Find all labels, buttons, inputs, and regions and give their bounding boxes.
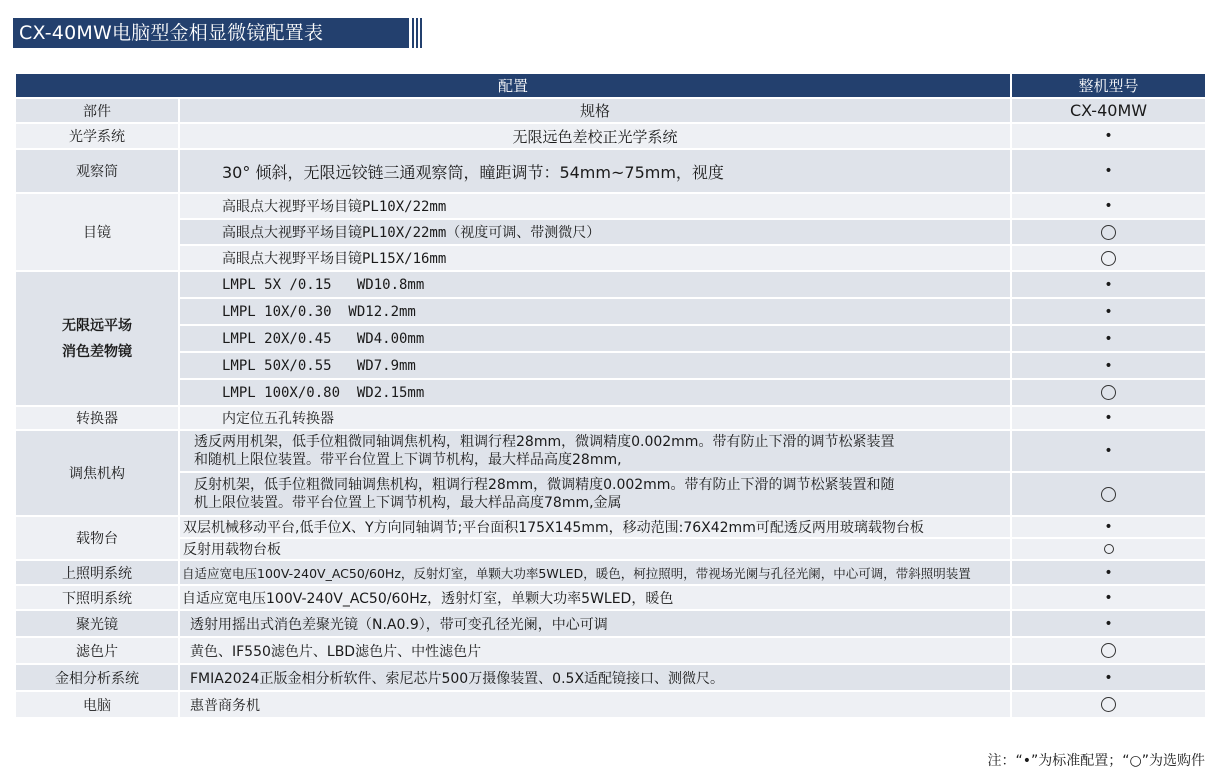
spec-focus-2-line2: 机上限位装置。带平台位置上下调节机构，最大样品高度78mm,金属: [194, 495, 622, 511]
spec-computer: 惠普商务机: [180, 692, 1010, 717]
mark-objective-1: •: [1012, 272, 1205, 297]
part-stage: 载物台: [16, 517, 178, 559]
header-model-col: 整机型号: [1012, 74, 1205, 97]
row-lower-light: [16, 586, 1205, 609]
header-config: 配置: [16, 74, 1010, 97]
mark-objective-5: [1012, 380, 1205, 405]
mark-focus-1: •: [1012, 431, 1205, 471]
part-upper-light: 上照明系统: [16, 561, 178, 584]
row-objective-3: [16, 326, 1205, 351]
part-filter: 滤色片: [16, 638, 178, 663]
part-computer: 电脑: [16, 692, 178, 717]
row-filter: [16, 638, 1205, 663]
part-condenser: 聚光镜: [16, 611, 178, 636]
spec-objective-2: LMPL 10X/0.30 WD12.2mm: [180, 299, 1010, 324]
spec-objective-4: LMPL 50X/0.55 WD7.9mm: [180, 353, 1010, 378]
part-eyepiece: 目镜: [16, 194, 178, 270]
spec-stage-1: 双层机械移动平台,低手位X、Y方向同轴调节;平台面积175X145mm，移动范围:76X42mm可配透反两用玻璃载物台板: [180, 517, 1010, 537]
spec-filter: 黄色、IF550滤色片、LBD滤色片、中性滤色片: [180, 638, 1010, 663]
spec-eyepiece-3: 高眼点大视野平场目镜PL15X/16mm: [180, 246, 1010, 270]
spec-eyepiece-1: 高眼点大视野平场目镜PL10X/22mm: [180, 194, 1010, 218]
mark-analysis: •: [1012, 665, 1205, 690]
spec-focus-2: [180, 473, 1010, 515]
row-objective-5: [16, 380, 1205, 405]
spec-analysis: FMIA2024正版金相分析软件、索尼芯片500万摄像装置、0.5X适配镜接口、测微尺。: [180, 665, 1010, 690]
part-objective: [16, 272, 178, 405]
config-table: [14, 72, 1207, 719]
row-eyepiece-2: [16, 220, 1205, 244]
optional-circle-icon: [1101, 251, 1116, 266]
part-tube: 观察筒: [16, 150, 178, 192]
mark-nosepiece: •: [1012, 407, 1205, 429]
row-stage-1: [16, 517, 1205, 537]
part-nosepiece: 转换器: [16, 407, 178, 429]
part-objective-line2: 消色差物镜: [62, 343, 132, 360]
mark-objective-3: •: [1012, 326, 1205, 351]
optional-circle-icon: [1101, 643, 1116, 658]
spec-nosepiece: 内定位五孔转换器: [180, 407, 1010, 429]
table-header-row: [16, 74, 1205, 97]
optional-circle-icon: [1104, 544, 1114, 554]
mark-computer: [1012, 692, 1205, 717]
subheader-part: 部件: [16, 99, 178, 122]
row-tube: [16, 150, 1205, 192]
legend-note: 注：“•”为标准配置；“○”为选购件: [987, 753, 1205, 769]
spec-upper-light: 自适应宽电压100V-240V_AC50/60Hz，反射灯室，单颗大功率5WLED，暖色，柯拉照明，带视场光阑与孔径光阑，中心可调，带斜照明装置: [180, 561, 1010, 584]
optional-circle-icon: [1101, 697, 1116, 712]
spec-tube: 30° 倾斜，无限远铰链三通观察筒，瞳距调节：54mm~75mm，视度: [180, 150, 1010, 192]
page-title: CX-40MW电脑型金相显微镜配置表: [13, 18, 409, 48]
optional-circle-icon: [1101, 487, 1116, 502]
mark-stage-1: •: [1012, 517, 1205, 537]
part-lower-light: 下照明系统: [16, 586, 178, 609]
row-condenser: [16, 611, 1205, 636]
row-focus-2: [16, 473, 1205, 515]
mark-focus-2: [1012, 473, 1205, 515]
row-focus-1: [16, 431, 1205, 471]
spec-focus-1: [180, 431, 1010, 471]
mark-lower-light: •: [1012, 586, 1205, 609]
row-eyepiece-3: [16, 246, 1205, 270]
spec-eyepiece-2: 高眼点大视野平场目镜PL10X/22mm（视度可调、带测微尺）: [180, 220, 1010, 244]
row-objective-1: [16, 272, 1205, 297]
title-decoration: [409, 18, 423, 48]
part-focus: 调焦机构: [16, 431, 178, 515]
subheader-model: CX-40MW: [1012, 99, 1205, 122]
row-objective-2: [16, 299, 1205, 324]
spec-lower-light: 自适应宽电压100V-240V_AC50/60Hz，透射灯室，单颗大功率5WLED，暖色: [180, 586, 1010, 609]
row-nosepiece: [16, 407, 1205, 429]
row-computer: [16, 692, 1205, 717]
mark-filter: [1012, 638, 1205, 663]
subheader-spec: 规格: [180, 99, 1010, 122]
spec-optical: 无限远色差校正光学系统: [180, 124, 1010, 148]
optional-circle-icon: [1101, 225, 1116, 240]
spec-focus-2-line1: 反射机架，低手位粗微同轴调焦机构，粗调行程28mm，微调精度0.002mm。带有防止下滑的调节松紧装置和随: [194, 477, 895, 493]
row-eyepiece-1: [16, 194, 1205, 218]
spec-objective-5: LMPL 100X/0.80 WD2.15mm: [180, 380, 1010, 405]
row-objective-4: [16, 353, 1205, 378]
mark-eyepiece-2: [1012, 220, 1205, 244]
mark-upper-light: •: [1012, 561, 1205, 584]
mark-condenser: •: [1012, 611, 1205, 636]
mark-optical: •: [1012, 124, 1205, 148]
row-upper-light: [16, 561, 1205, 584]
part-optical: 光学系统: [16, 124, 178, 148]
mark-objective-2: •: [1012, 299, 1205, 324]
spec-focus-1-line2: 和随机上限位装置。带平台位置上下调节机构，最大样品高度28mm,: [194, 452, 622, 468]
part-analysis: 金相分析系统: [16, 665, 178, 690]
spec-focus-1-line1: 透反两用机架，低手位粗微同轴调焦机构，粗调行程28mm，微调精度0.002mm。带有防止下滑的调节松紧装置: [194, 434, 895, 450]
subheader-row: [16, 99, 1205, 122]
spec-stage-2: 反射用载物台板: [180, 539, 1010, 559]
row-stage-2: [16, 539, 1205, 559]
spec-objective-3: LMPL 20X/0.45 WD4.00mm: [180, 326, 1010, 351]
mark-eyepiece-3: [1012, 246, 1205, 270]
spec-condenser: 透射用摇出式消色差聚光镜（N.A0.9），带可变孔径光阑，中心可调: [180, 611, 1010, 636]
mark-stage-2: [1012, 539, 1205, 559]
row-analysis: [16, 665, 1205, 690]
mark-objective-4: •: [1012, 353, 1205, 378]
optional-circle-icon: [1101, 385, 1116, 400]
spec-objective-1: LMPL 5X /0.15 WD10.8mm: [180, 272, 1010, 297]
mark-tube: •: [1012, 150, 1205, 192]
part-objective-line1: 无限远平场: [62, 317, 132, 334]
row-optical: [16, 124, 1205, 148]
mark-eyepiece-1: •: [1012, 194, 1205, 218]
